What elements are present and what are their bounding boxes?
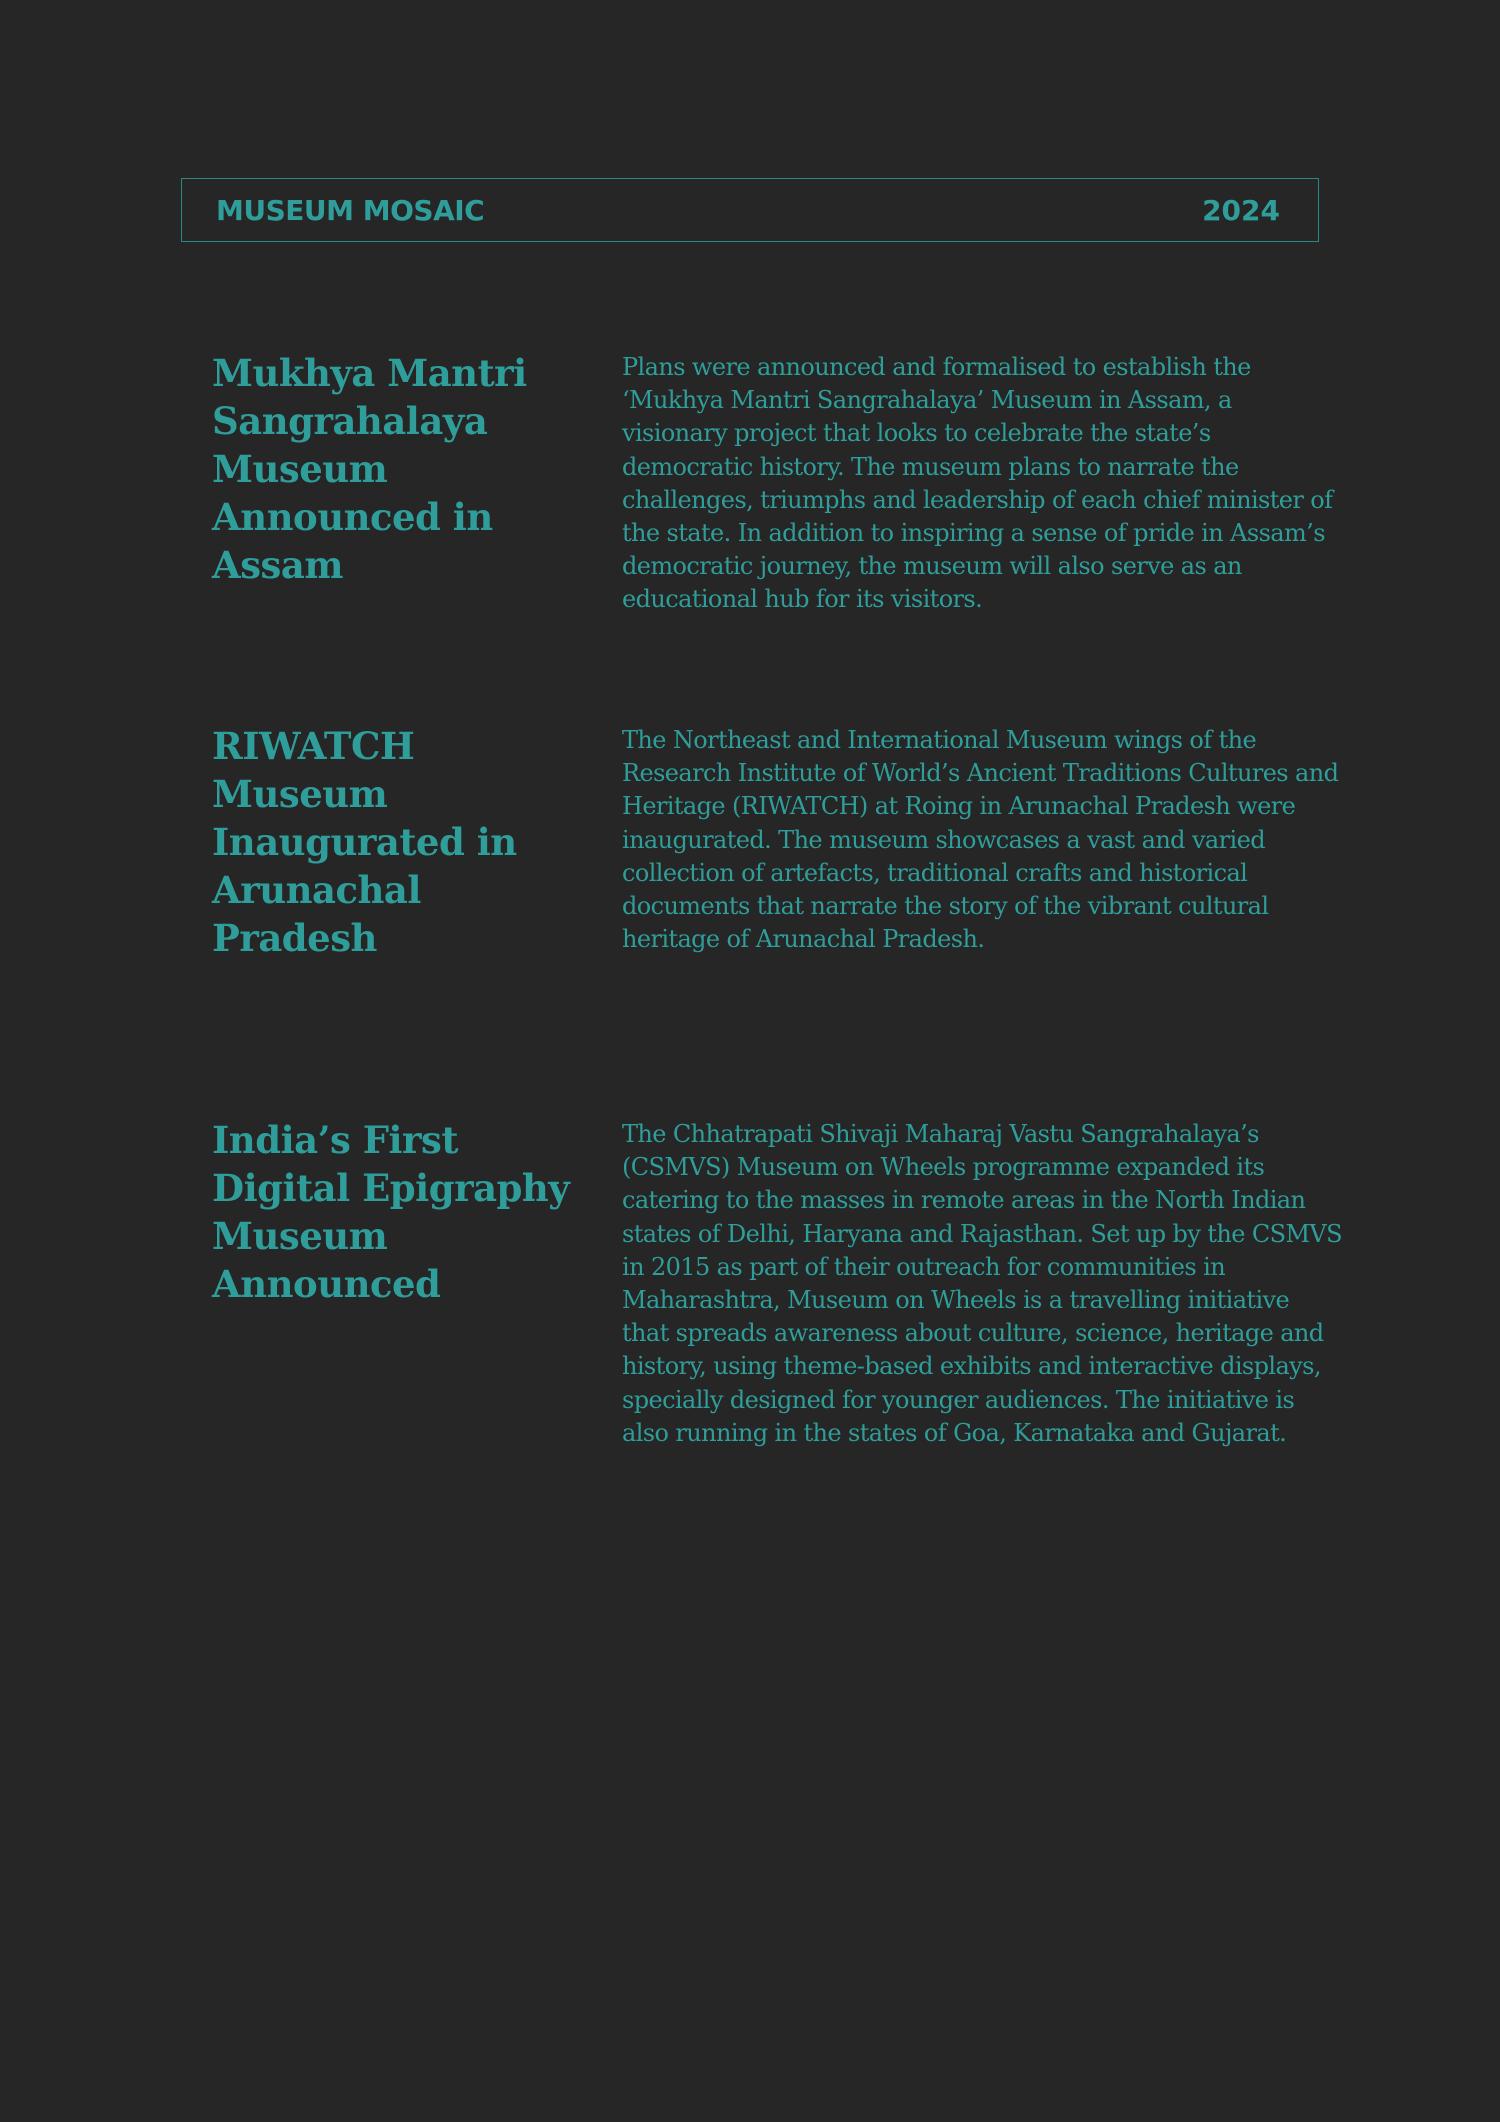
publication-title: MUSEUM MOSAIC	[216, 194, 485, 227]
publication-year: 2024	[1202, 194, 1280, 227]
article-body: The Northeast and International Museum wings of the Research Institute of World’s Ancient Traditions Cultures and Heritage (RIWATCH) at Roing in Arunachal Pradesh were inaugurated. The museum showcases a vast and varied collection of artefacts, traditional crafts and historical documents that narrate the story of the vibrant cultural heritage of Arunachal Pradesh.	[622, 726, 1339, 954]
article-heading: Mukhya Mantri Sangrahalaya Museum Announced in Assam	[212, 351, 527, 587]
article-body: The Chhatrapati Shivaji Maharaj Vastu Sangrahalaya’s (CSMVS) Museum on Wheels programme expanded its catering to the masses in remote areas in the North Indian states of Delhi, Haryana and Rajasthan. Set up by the CSMVS in 2015 as part of their outreach for communities in Maharashtra, Museum on Wheels is a travelling initiative that spreads awareness about culture, science, heritage and history, using theme-based exhibits and interactive displays, specially designed for younger audiences. The initiative is also running in the states of Goa, Karnataka and Gujarat.	[622, 1120, 1342, 1447]
header-bar	[181, 178, 1319, 242]
article-body: Plans were announced and formalised to establish the ‘Mukhya Mantri Sangrahalaya’ Museum in Assam, a visionary project that looks to celebrate the state’s democratic history. The museum plans to narrate the challenges, triumphs and leadership of each chief minister of the state. In addition to inspiring a sense of pride in Assam’s democratic journey, the museum will also serve as an educational hub for its visitors.	[622, 353, 1333, 614]
article-heading: India’s First Digital Epigraphy Museum Announced	[212, 1118, 570, 1306]
article-heading: RIWATCH Museum Inaugurated in Arunachal Pradesh	[212, 724, 517, 960]
